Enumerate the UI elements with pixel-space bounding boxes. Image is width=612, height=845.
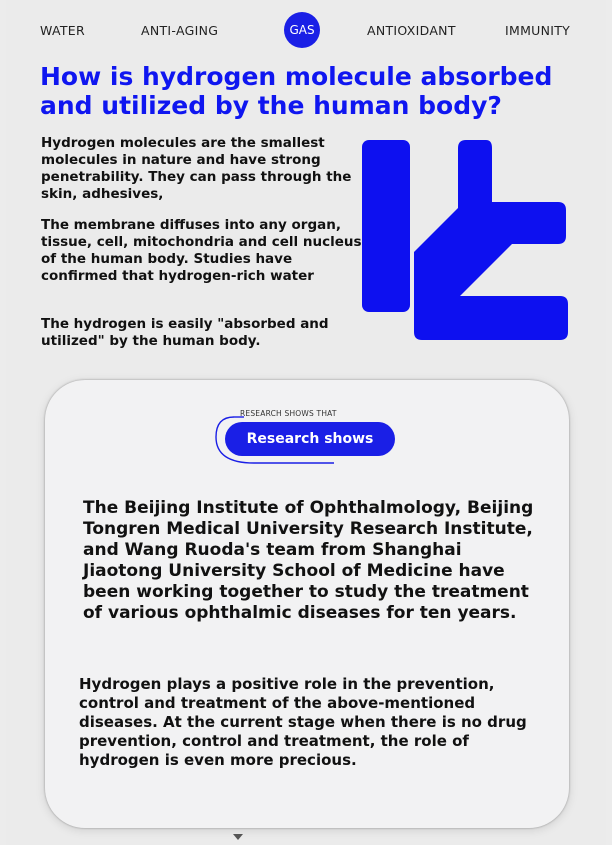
chevron-down-icon[interactable] bbox=[233, 834, 243, 840]
research-shows-badge: Research shows bbox=[225, 422, 395, 456]
intro-paragraph-3: The hydrogen is easily "absorbed and utilized" by the human body. bbox=[41, 316, 329, 349]
research-paragraph: The Beijing Institute of Ophthalmology, Beijing Tongren Medical University Research Institute, and Wang Ruoda's team from Shanghai Jiaotong University School of Medicine have been working together to study the treatment of various ophthalmic diseases for ten years. bbox=[83, 498, 534, 623]
research-tag-caption: RESEARCH SHOWS THAT bbox=[240, 409, 337, 418]
category-nav bbox=[0, 0, 612, 60]
nav-item-anti-aging[interactable]: ANTI-AGING bbox=[141, 23, 219, 38]
intro-paragraph-2: The membrane diffuses into any organ, tissue, cell, mitochondria and cell nucleus of the human body. Studies have confirmed that hydrogen-rich water bbox=[41, 217, 362, 284]
conclusion-paragraph: Hydrogen plays a positive role in the prevention, control and treatment of the above-mentioned diseases. At the current stage when there is no drug prevention, control and treatment, the role of hydrogen is even more precious. bbox=[79, 675, 527, 769]
page-title: How is hydrogen molecule absorbed and utilized by the human body? bbox=[40, 62, 553, 120]
hydrogen-brand-logo-icon bbox=[362, 140, 572, 342]
nav-item-water[interactable]: WATER bbox=[40, 23, 85, 38]
nav-item-gas-active[interactable]: GAS bbox=[284, 12, 320, 48]
nav-item-antioxidant[interactable]: ANTIOXIDANT bbox=[367, 23, 456, 38]
intro-paragraph-1: Hydrogen molecules are the smallest molecules in nature and have strong penetrability. They can pass through the skin, adhesives, bbox=[41, 135, 352, 202]
nav-item-immunity[interactable]: IMMUNITY bbox=[505, 23, 571, 38]
